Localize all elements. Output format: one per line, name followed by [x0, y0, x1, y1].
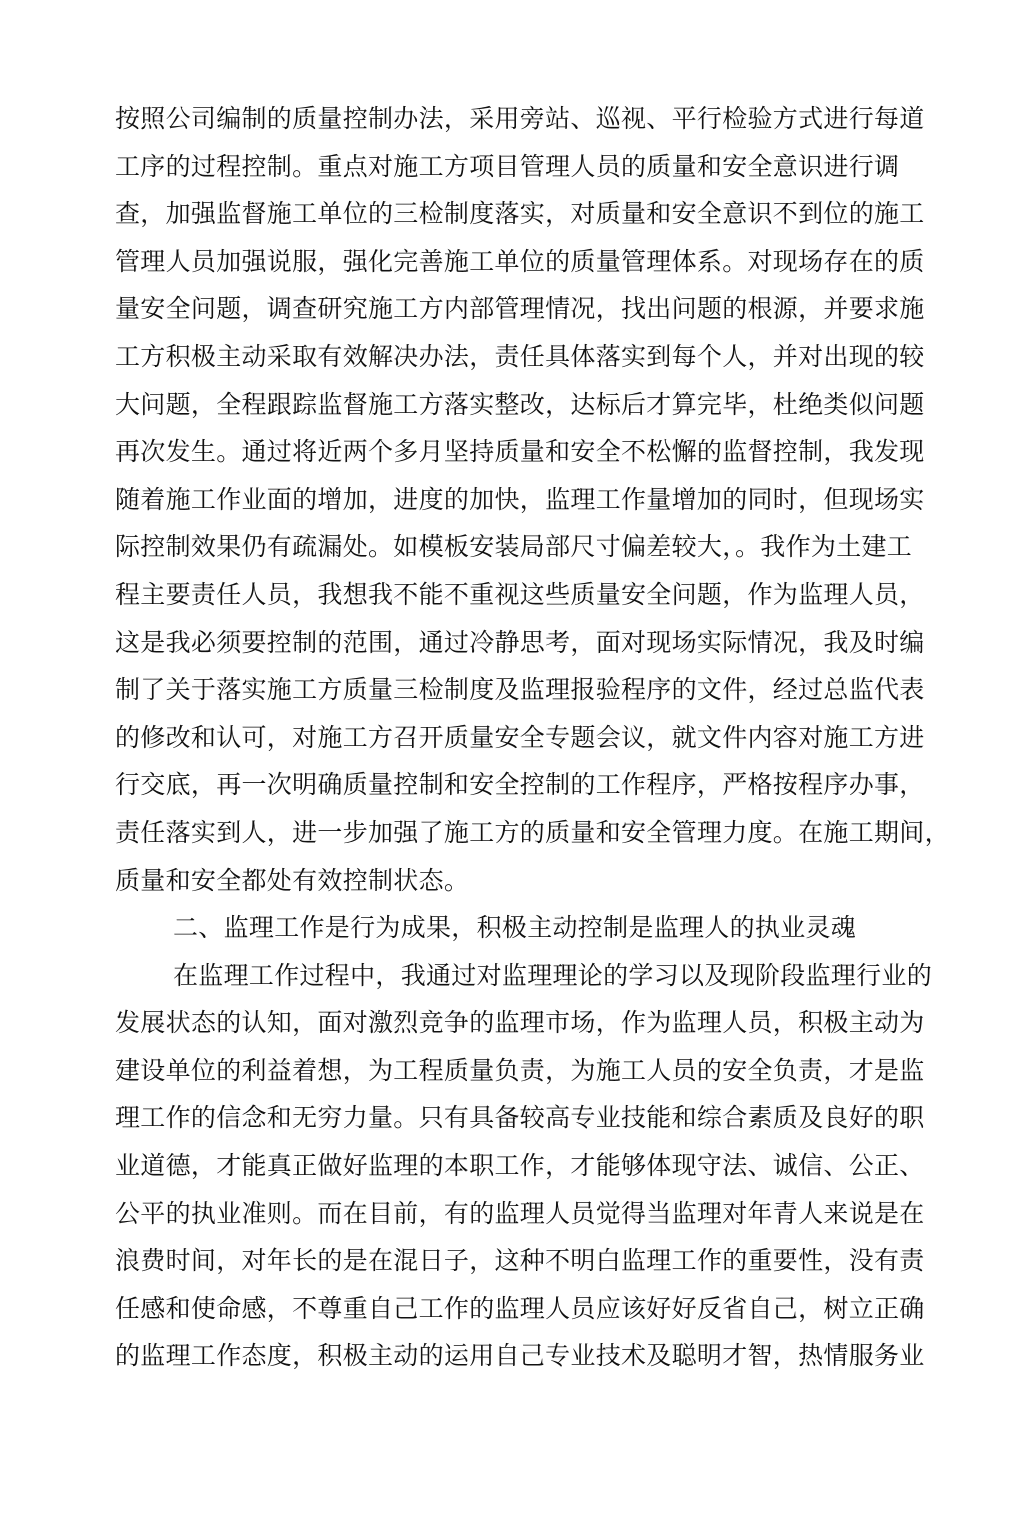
- text-line: 任感和使命感，不尊重自己工作的监理人员应该好好反省自己，树立正确: [115, 1293, 925, 1323]
- text-line: 质量和安全都处有效控制状态。: [115, 865, 470, 895]
- text-line: 际控制效果仍有疏漏处。如模板安装局部尺寸偏差较大，。我作为土建工: [115, 532, 913, 562]
- text-line: 的监理工作态度，积极主动的运用自己专业技术及聪明才智，热情服务业: [115, 1341, 925, 1371]
- text-line: 随着施工作业面的增加，进度的加快，监理工作量增加的同时，但现场实: [115, 484, 925, 514]
- text-line: 公平的执业准则。而在目前，有的监理人员觉得当监理对年青人来说是在: [115, 1198, 925, 1228]
- text-line: 工序的过程控制。重点对施工方项目管理人员的质量和安全意识进行调: [115, 151, 900, 181]
- text-line: 浪费时间，对年长的是在混日子，这种不明白监理工作的重要性，没有责: [115, 1246, 925, 1276]
- text-line: 量安全问题，调查研究施工方内部管理情况，找出问题的根源，并要求施: [115, 294, 925, 324]
- text-line: 程主要责任人员，我想我不能不重视这些质量安全问题，作为监理人员，: [115, 579, 925, 609]
- text-line: 业道德，才能真正做好监理的本职工作，才能够体现守法、诚信、公正、: [115, 1151, 925, 1181]
- text-line: 再次发生。通过将近两个多月坚持质量和安全不松懈的监督控制，我发现: [115, 437, 925, 467]
- text-line: 这是我必须要控制的范围，通过冷静思考，面对现场实际情况，我及时编: [115, 627, 925, 657]
- text-line: 按照公司编制的质量控制办法，采用旁站、巡视、平行检验方式进行每道: [115, 104, 925, 133]
- text-line: 大问题，全程跟踪监督施工方落实整改，达标后才算完毕，杜绝类似问题: [115, 389, 925, 419]
- body-text: [115, 95, 950, 1380]
- text-line: 理工作的信念和无穷力量。只有具备较高专业技能和综合素质及良好的职: [115, 1103, 925, 1133]
- text-line: 制了关于落实施工方质量三检制度及监理报验程序的文件，经过总监代表: [115, 675, 925, 705]
- text-line: 管理人员加强说服，强化完善施工单位的质量管理体系。对现场存在的质: [115, 246, 925, 276]
- text-line: 建设单位的利益着想，为工程质量负责，为施工人员的安全负责，才是监: [115, 1055, 925, 1085]
- text-line: 发展状态的认知，面对激烈竞争的监理市场，作为监理人员，积极主动为: [115, 1008, 925, 1038]
- text-line: 的修改和认可，对施工方召开质量安全专题会议，就文件内容对施工方进: [115, 722, 925, 752]
- text-line: 工方积极主动采取有效解决办法，责任具体落实到每个人，并对出现的较: [115, 341, 925, 371]
- text-line: 行交底，再一次明确质量控制和安全控制的工作程序，严格按程序办事，: [115, 770, 925, 800]
- text-line: 查，加强监督施工单位的三检制度落实，对质量和安全意识不到位的施工: [115, 199, 925, 229]
- paragraph-first-line: 在监理工作过程中，我通过对监理理论的学习以及现阶段监理行业的: [173, 960, 933, 990]
- section-heading: 二、监理工作是行为成果，积极主动控制是监理人的执业灵魂: [173, 913, 857, 943]
- text-line: 责任落实到人，进一步加强了施工方的质量和安全管理力度。在施工期间，: [115, 817, 950, 847]
